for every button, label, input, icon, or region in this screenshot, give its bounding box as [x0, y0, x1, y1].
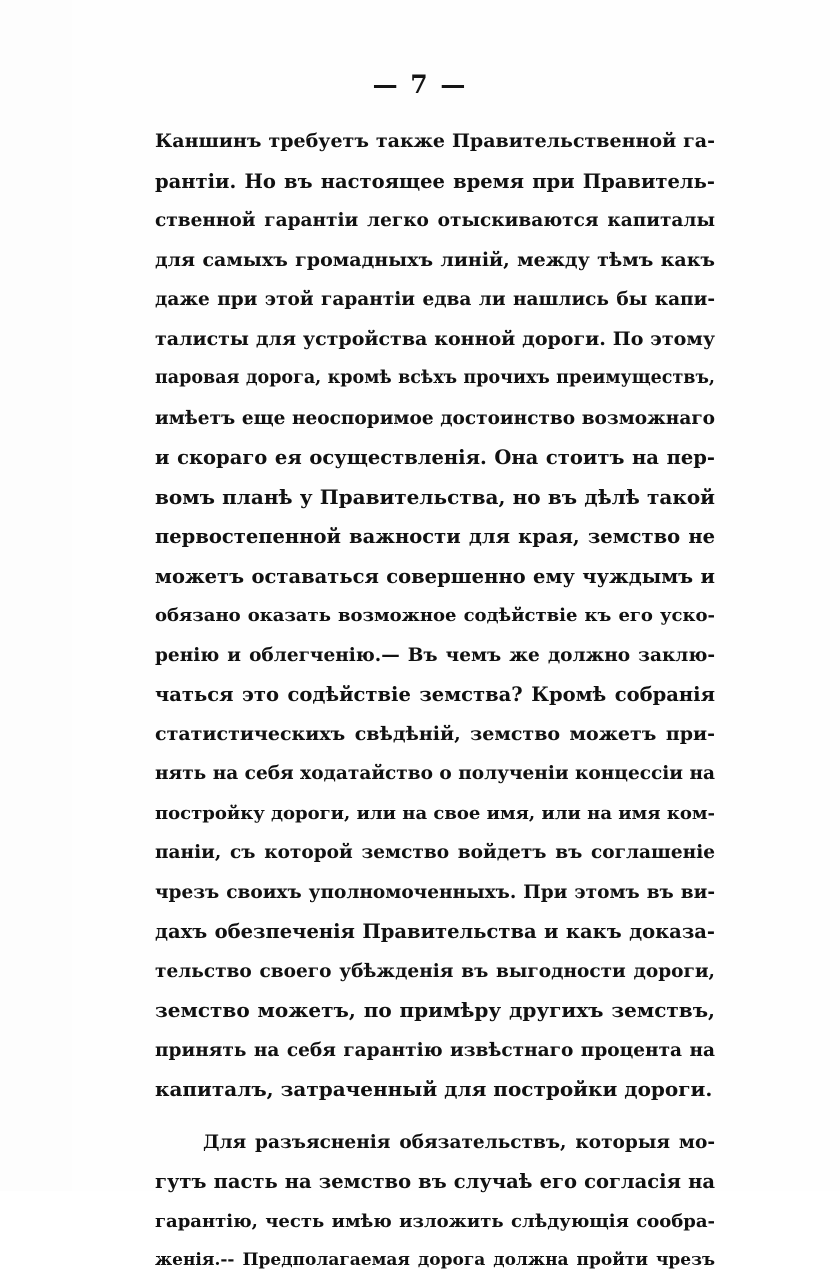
page-number: — 7 —: [372, 70, 468, 99]
text-line: нять на себя ходатайство о полученіи концессіи на: [155, 763, 715, 784]
text-line: тельство своего убѣжденія въ выгодности дороги,: [155, 960, 715, 982]
text-line: первостепенной важности для края, земство не: [155, 525, 715, 548]
text-line: капиталъ, затраченный для постройки дороги.: [155, 1077, 713, 1101]
text-line: паніи, съ которой земство войдетъ въ соглашеніе: [155, 842, 715, 863]
text-line: ренію и облегченію.— Въ чемъ же должно заклю-: [155, 644, 715, 666]
text-line: вомъ планѣ у Правительства, но въ дѣлѣ такой: [155, 484, 715, 509]
text-line: дахъ обезпеченія Правительства и какъ доказа-: [155, 920, 715, 943]
text-line: принять на себя гарантію извѣстнаго процента на: [155, 1039, 715, 1061]
text-line: Каншинъ требуетъ также Правительственной га-: [155, 130, 715, 152]
text-line: гарантію, честь имѣю изложить слѣдующія сообра-: [155, 1210, 715, 1232]
text-line: и скораго ея осуществленія. Она стоитъ на пер-: [155, 446, 715, 469]
text-line: чаться это содѣйствіе земства? Кромѣ собранія: [155, 683, 715, 706]
text-line: паровая дорога, кромѣ всѣхъ прочихъ преимуществъ,: [155, 368, 715, 388]
text-line: чрезъ своихъ уполномоченныхъ. При этомъ въ ви-: [155, 881, 715, 903]
text-line: Для разъясненія обязательствъ, которыя мо-: [203, 1131, 715, 1153]
paragraph-2: [155, 1123, 715, 1281]
text-line: имѣетъ еще неоспоримое достоинство возможнаго: [155, 407, 715, 429]
text-line: для самыхъ громадныхъ линій, между тѣмъ какъ: [155, 248, 715, 271]
text-line: можетъ оставаться совершенно ему чуждымъ и: [155, 564, 715, 588]
body-text: [155, 122, 715, 1281]
paragraph-1: [155, 122, 715, 1110]
text-line: талисты для устройства конной дороги. По этому: [155, 327, 715, 350]
text-line: ственной гарантіи легко отыскиваются капиталы: [155, 210, 715, 231]
text-line: гутъ пасть на земство въ случаѣ его согласія на: [155, 1170, 715, 1193]
text-line: обязано оказать возможное содѣйствіе къ его ускo-: [155, 605, 715, 626]
text-line: рантіи. Но въ настоящее время при Правитель-: [155, 169, 715, 193]
text-line: женія.-- Предполагаемая дорога должна пройти чрезъ: [155, 1250, 715, 1270]
text-line: постройку дороги, или на свое имя, или на имя ком-: [155, 802, 715, 824]
paragraph-gap: [155, 1110, 715, 1123]
text-line: земство можетъ, по примѣру другихъ земствъ,: [155, 998, 715, 1022]
scan-margin: [0, 0, 72, 1191]
text-line: даже при этой гарантіи едва ли нашлись бы капи-: [155, 289, 715, 310]
text-line: статистическихъ свѣдѣній, земство можетъ при-: [155, 722, 715, 745]
